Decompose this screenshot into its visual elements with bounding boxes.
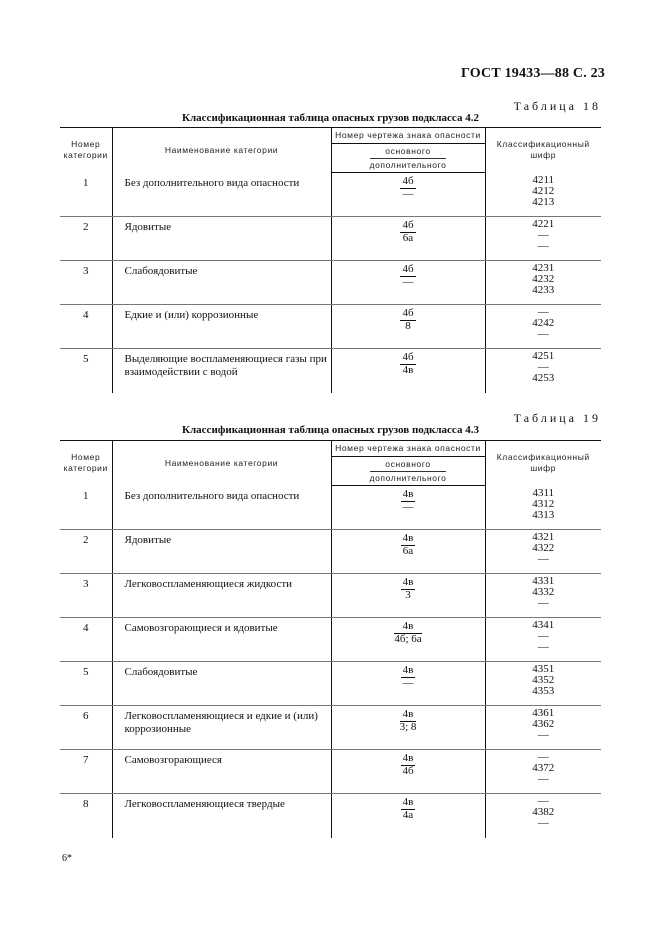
col-header-drawing: Номер чертежа знака опасности — [331, 441, 485, 457]
code-value: 4212 — [532, 184, 555, 197]
classification-code — [485, 349, 601, 393]
extra-drawing: 6а — [402, 232, 414, 244]
drawing-number — [331, 662, 485, 706]
extra-drawing: 4б — [402, 765, 414, 777]
drawing-number — [331, 261, 485, 305]
code-value: — — [537, 795, 549, 807]
col-header-drawing-sub — [331, 144, 485, 173]
main-drawing: 4в — [402, 576, 414, 588]
category-number: 3 — [60, 574, 112, 618]
category-name: Ядовитые — [112, 530, 331, 574]
table-row — [60, 530, 601, 574]
category-number: 4 — [60, 305, 112, 349]
code-value: — — [537, 306, 549, 318]
code-value: 4213 — [532, 195, 555, 208]
col-header-number: Номер категории — [60, 128, 112, 173]
col-header-name: Наименование категории — [112, 128, 331, 173]
drawing-fraction — [401, 797, 416, 821]
classification-code — [485, 173, 601, 217]
page-header: ГОСТ 19433—88 С. 23 — [461, 66, 605, 81]
main-drawing: 4б — [402, 219, 414, 231]
table-row — [60, 173, 601, 217]
table-row — [60, 349, 601, 393]
drawing-fraction — [401, 753, 416, 777]
code-value: 4221 — [532, 218, 555, 230]
category-name: Едкие и (или) коррозионные — [112, 305, 331, 349]
classification-code — [485, 618, 601, 662]
table-label: Таблица 18 — [513, 99, 601, 113]
extra-drawing: 4б; 6а — [394, 633, 422, 645]
drawing-number — [331, 574, 485, 618]
col-header-drawing-sub — [331, 457, 485, 486]
drawing-fraction — [401, 577, 416, 601]
drawing-number — [331, 217, 485, 261]
code-value: — — [537, 553, 549, 565]
classification-code — [485, 574, 601, 618]
main-drawing: 4в — [400, 709, 417, 722]
drawing-fraction — [401, 533, 416, 557]
table-row — [60, 794, 601, 838]
category-name: Без дополнительного вида опасности — [112, 486, 331, 530]
classification-code — [485, 794, 601, 838]
col-header-code: Классификационный шифр — [485, 128, 601, 173]
table-row — [60, 750, 601, 794]
classification-code — [485, 486, 601, 530]
code-value: 4351 — [532, 663, 555, 675]
code-value: 4313 — [532, 508, 555, 521]
extra-drawing: 8 — [405, 320, 411, 332]
table-body — [60, 173, 601, 393]
category-number: 7 — [60, 750, 112, 794]
table-title: Классификационная таблица опасных грузов подкласса 4.3 — [182, 424, 479, 436]
main-drawing: 4б — [402, 307, 414, 319]
category-number: 6 — [60, 706, 112, 750]
table-row — [60, 486, 601, 530]
drawing-number — [331, 305, 485, 349]
classification-code — [485, 261, 601, 305]
extra-drawing: — — [402, 276, 414, 288]
code-value: 4353 — [532, 685, 555, 697]
drawing-number — [331, 794, 485, 838]
extra-drawing: 6а — [402, 545, 414, 557]
table-label: Таблица 19 — [513, 411, 601, 425]
code-value: 4332 — [532, 586, 555, 598]
main-drawing: 4в — [402, 488, 414, 500]
code-value: — — [537, 817, 549, 829]
col-header-main: основного — [370, 459, 447, 472]
classification-code — [485, 530, 601, 574]
col-header-name: Наименование категории — [112, 441, 331, 486]
code-value: — — [537, 229, 549, 241]
table-row — [60, 574, 601, 618]
classification-code — [485, 750, 601, 794]
code-value: — — [537, 641, 549, 653]
classification-code — [485, 217, 601, 261]
extra-drawing: — — [402, 188, 414, 200]
category-name: Легковоспламеняющиеся твердые — [112, 794, 331, 838]
code-value: — — [537, 630, 549, 642]
code-value: 4231 — [532, 262, 555, 274]
code-value: 4372 — [532, 762, 555, 774]
drawing-number — [331, 750, 485, 794]
category-name: Слабоядовитые — [112, 261, 331, 305]
code-value: — — [537, 361, 549, 373]
category-number: 1 — [60, 486, 112, 530]
code-value: — — [537, 597, 549, 609]
drawing-fraction — [400, 709, 417, 733]
category-name: Без дополнительного вида опасности — [112, 173, 331, 217]
extra-drawing: 3 — [405, 589, 411, 601]
page-footer: 6* — [62, 853, 72, 864]
main-drawing: 4в — [394, 621, 421, 634]
code-value: 4361 — [532, 707, 555, 719]
drawing-number — [331, 530, 485, 574]
table-row — [60, 261, 601, 305]
drawing-number — [331, 618, 485, 662]
table-row — [60, 618, 601, 662]
extra-drawing: — — [402, 677, 414, 689]
drawing-fraction — [400, 220, 415, 244]
extra-drawing: 4в — [402, 364, 414, 376]
code-value: 4312 — [532, 497, 555, 510]
code-value: 4322 — [532, 542, 555, 554]
drawing-number — [331, 173, 485, 217]
category-number: 1 — [60, 173, 112, 217]
drawing-fraction — [400, 308, 415, 332]
code-value: 4321 — [532, 531, 555, 543]
table-row — [60, 706, 601, 750]
code-value: 4253 — [532, 372, 555, 384]
classification-code — [485, 662, 601, 706]
col-header-drawing: Номер чертежа знака опасности — [331, 128, 485, 144]
code-value: 4242 — [532, 317, 555, 329]
category-number: 2 — [60, 217, 112, 261]
code-value: 4251 — [532, 350, 555, 362]
table-row — [60, 217, 601, 261]
category-name: Самовозгорающиеся — [112, 750, 331, 794]
col-header-code: Классификационный шифр — [485, 441, 601, 486]
classification-table — [60, 127, 601, 393]
category-number: 4 — [60, 618, 112, 662]
category-name: Слабоядовитые — [112, 662, 331, 706]
main-drawing: 4б — [402, 351, 414, 363]
main-drawing: 4в — [402, 796, 414, 808]
category-number: 2 — [60, 530, 112, 574]
classification-code — [485, 706, 601, 750]
col-header-number: Номер категории — [60, 441, 112, 486]
category-number: 3 — [60, 261, 112, 305]
code-value: — — [537, 729, 549, 741]
extra-drawing: — — [402, 501, 414, 513]
drawing-fraction — [400, 176, 415, 200]
code-value: — — [537, 773, 549, 785]
drawing-fraction — [394, 621, 421, 645]
drawing-fraction — [401, 665, 416, 689]
col-header-extra: дополнительного — [369, 159, 447, 170]
drawing-fraction — [400, 352, 415, 376]
category-number: 8 — [83, 798, 89, 810]
category-name: Легковоспламеняющиеся жидкости — [112, 574, 331, 618]
main-drawing: 4в — [402, 664, 414, 676]
code-value: 4331 — [532, 575, 555, 587]
main-drawing: 4б — [402, 263, 414, 275]
col-header-extra: дополнительного — [369, 472, 447, 483]
table-row — [60, 662, 601, 706]
category-number: 5 — [60, 662, 112, 706]
code-value: 4311 — [532, 486, 555, 499]
main-drawing: 4в — [402, 532, 414, 544]
code-value: 4362 — [532, 718, 555, 730]
main-drawing: 4в — [402, 752, 414, 764]
classification-table — [60, 440, 601, 838]
code-value: — — [537, 328, 549, 340]
extra-drawing: 3; 8 — [399, 721, 417, 733]
code-value: 4211 — [532, 173, 555, 186]
drawing-fraction — [401, 489, 416, 513]
code-value: — — [537, 240, 549, 252]
table-title: Классификационная таблица опасных грузов подкласса 4.2 — [182, 112, 479, 124]
category-number: 5 — [83, 353, 89, 365]
table-body — [60, 486, 601, 838]
category-name: Самовозгорающиеся и ядовитые — [112, 618, 331, 662]
drawing-number — [331, 349, 485, 393]
code-value: 4233 — [532, 284, 555, 296]
code-value: 4341 — [532, 619, 555, 631]
classification-code — [485, 305, 601, 349]
drawing-number — [331, 706, 485, 750]
extra-drawing: 4а — [402, 809, 414, 821]
table-row — [60, 305, 601, 349]
drawing-fraction — [400, 264, 415, 288]
code-value: 4232 — [532, 273, 555, 285]
drawing-number — [331, 486, 485, 530]
category-name: Выделяющие воспламеняющиеся газы при взаимодействии с водой — [112, 349, 331, 393]
main-drawing: 4б — [402, 175, 414, 187]
code-value: 4382 — [532, 806, 555, 818]
code-value: 4352 — [532, 674, 555, 686]
code-value: — — [537, 751, 549, 763]
col-header-main: основного — [370, 146, 447, 159]
category-name: Ядовитые — [112, 217, 331, 261]
category-name: Легковоспламеняющиеся и едкие и (или) коррозионные — [112, 706, 331, 750]
